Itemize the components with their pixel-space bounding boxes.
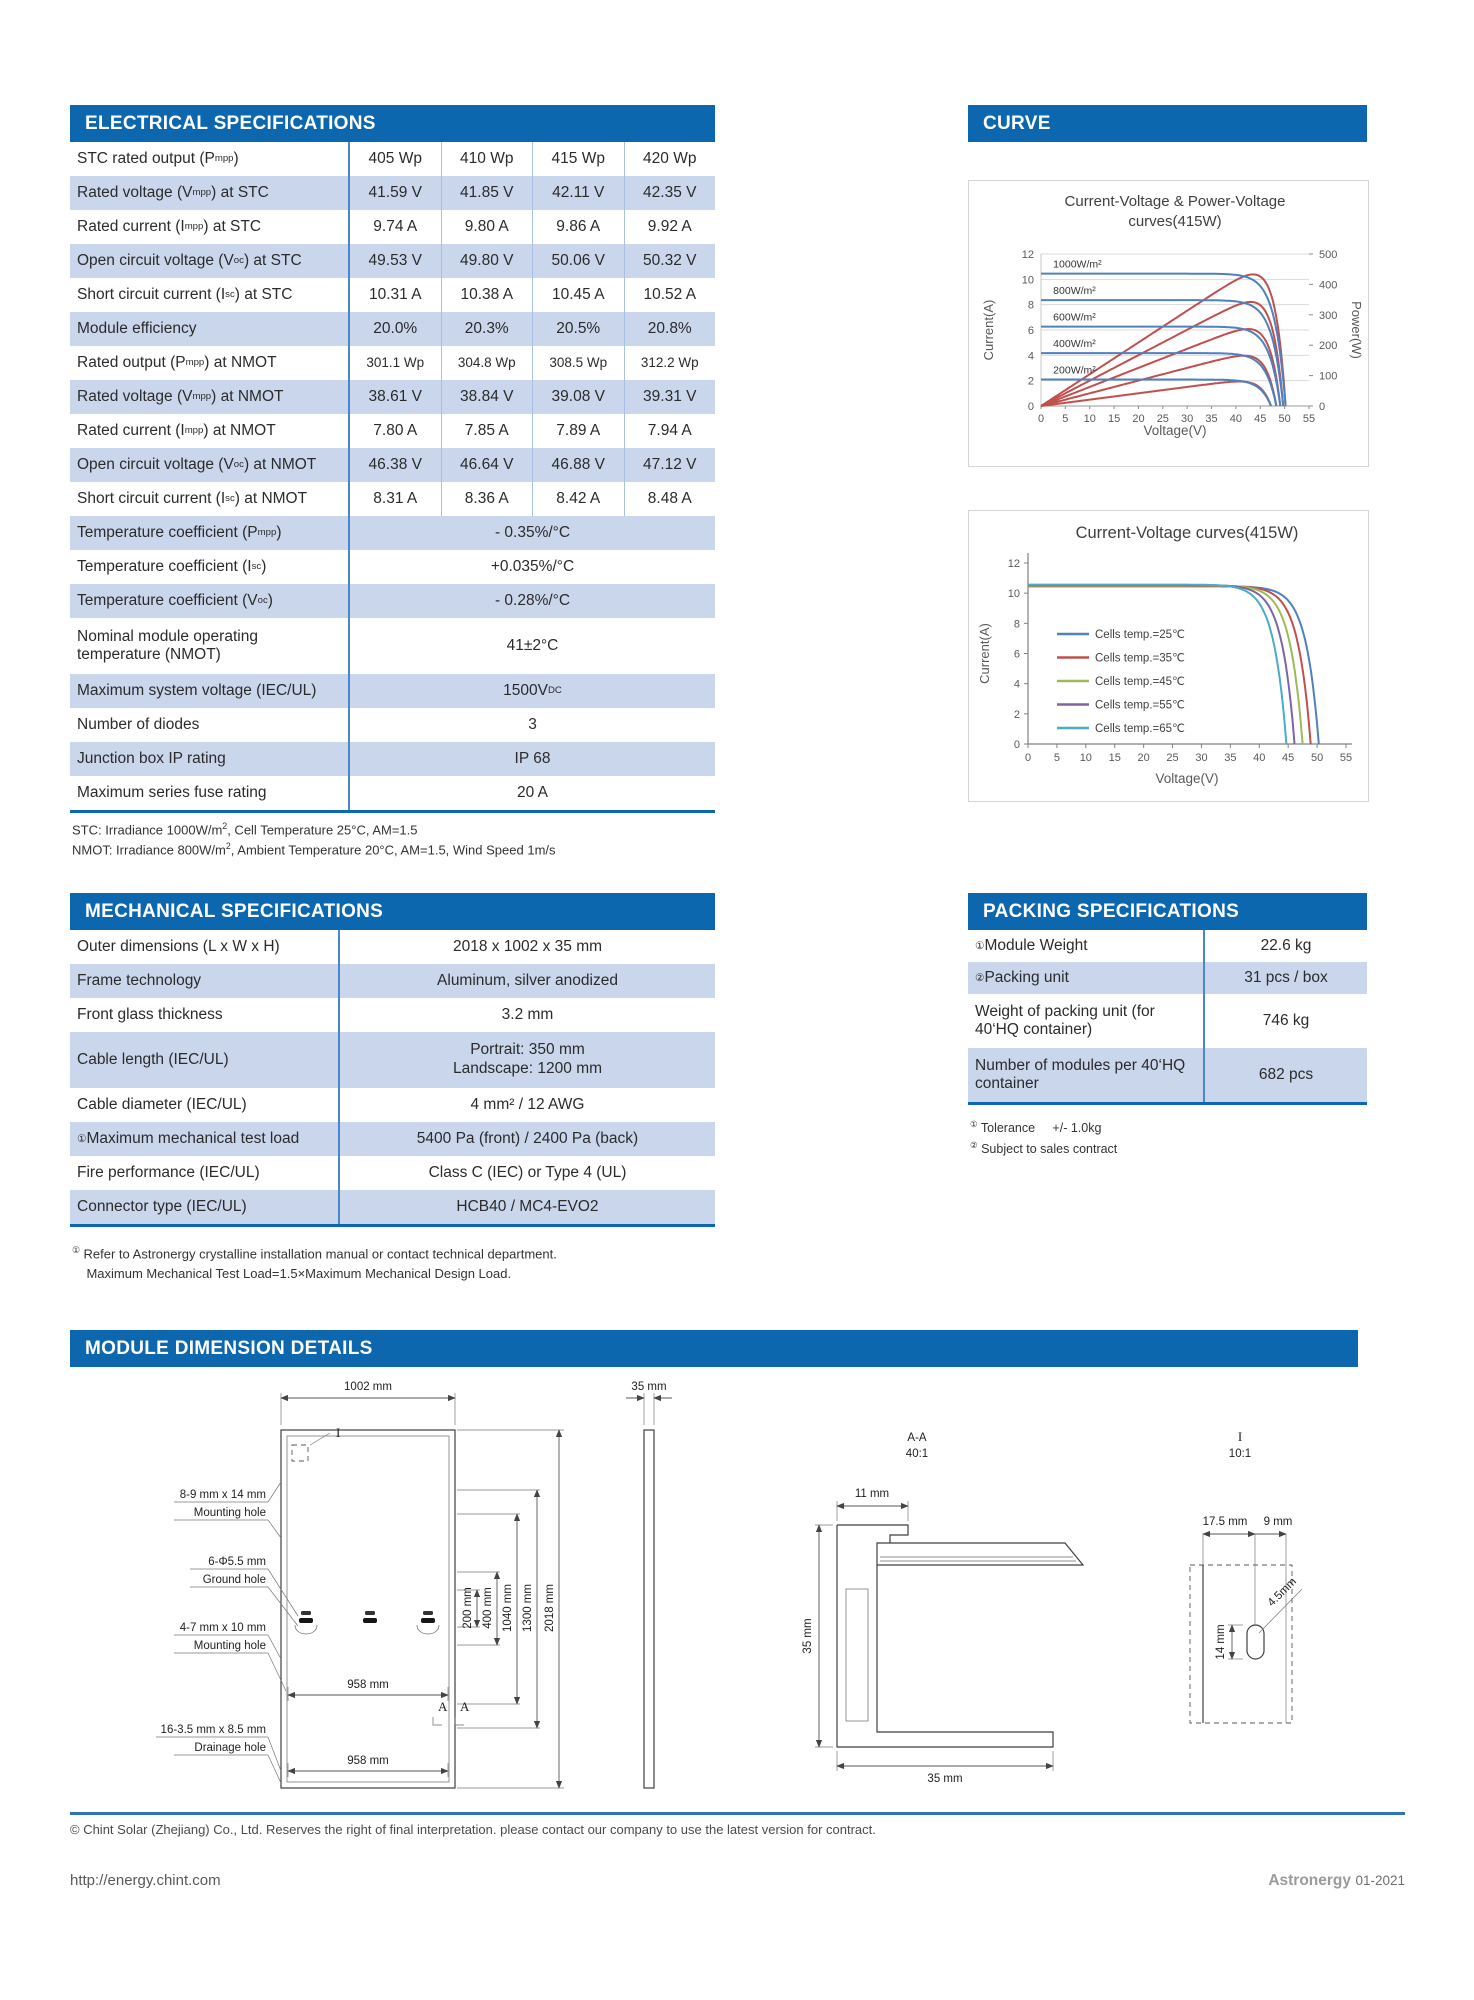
detail-d3: 14 mm [1215,1624,1227,1660]
spec-label: Module efficiency [77,319,197,337]
hole-label: Drainage hole [194,1742,266,1754]
legend-label: Cells temp.=45℃ [1095,676,1185,688]
hole-label: Mounting hole [193,1507,266,1519]
spec-value: 415 Wp [532,142,624,176]
hole-label: 4-7 mm x 10 mm [179,1622,266,1634]
section-label: A-A [907,1432,927,1444]
mechanical-table [70,930,715,1227]
spec-value: 39.08 V [532,380,624,414]
chart-text: 50 [1278,413,1291,425]
iv-pv-chart-panel [968,180,1369,467]
spec-value: 9.86 A [532,210,624,244]
spec-values [348,674,715,708]
spec-row [70,930,715,964]
spec-label: Rated output (P mpp ) at NMOT [77,353,277,371]
front-view [281,1381,455,1788]
spec-row [70,742,715,776]
spec-label: Rated current (I mpp ) at STC [77,217,262,235]
spec-values [338,998,715,1032]
doc-date: 01-2021 [1355,1873,1405,1888]
spec-label: STC rated output (P mpp ) [77,149,239,167]
spec-value: 682 pcs [1258,1065,1314,1083]
legend-label: Cells temp.=65℃ [1095,723,1185,735]
chart-text: 10 [1021,274,1034,287]
spec-value: 9.92 A [624,210,716,244]
dim-200: 200 mm [462,1587,474,1629]
spec-values [1203,962,1367,994]
spec-value: HCB40 / MC4-EVO2 [456,1197,599,1215]
spec-values [348,278,715,312]
chart-text: 0 [1024,752,1032,764]
spec-values [338,964,715,998]
spec-value: 2018 x 1002 x 35 mm [452,937,603,955]
spec-value: 42.11 V [532,176,624,210]
chart-text: 35 [1205,413,1218,425]
spec-value: 10.31 A [368,285,422,303]
spec-value: 41.59 V [368,183,422,201]
spec-values [338,1190,715,1224]
spec-label: Outer dimensions (L x W x H) [77,937,280,955]
spec-value: 8.36 A [441,482,533,516]
section-header-dimensions: MODULE DIMENSION DETAILS [70,1330,1358,1367]
spec-row [70,1032,715,1088]
spec-value: 22.6 kg [1260,936,1312,954]
mechanical-notes [72,1244,557,1285]
spec-row [70,482,715,516]
spec-value: 5400 Pa (front) / 2400 Pa (back) [416,1129,639,1147]
spec-label: Connector type (IEC/UL) [77,1197,247,1215]
temp-curve [1028,586,1311,744]
packing-table [968,930,1367,1105]
iv-temperature-chart [969,511,1366,799]
dim-400: 400 mm [482,1587,494,1629]
spec-row [968,930,1367,962]
spec-values [338,1156,715,1190]
chart-text: 10 [1083,413,1096,425]
spec-values [348,244,715,278]
chart-text: 2 [1027,375,1034,388]
chart-text: 400 [1319,279,1338,292]
spec-row [70,414,715,448]
note-line: ② Subject to sales contract [970,1139,1118,1156]
section-top-width: 11 mm [854,1488,890,1500]
brand-logo: Astronergy [1268,1872,1351,1889]
spec-values [348,708,715,742]
chart-text: 0 [1013,739,1020,751]
spec-label: Open circuit voltage (V oc ) at NMOT [77,455,317,473]
chart-text: 30 [1181,413,1194,425]
spec-value: 7.89 A [532,414,624,448]
spec-label: Temperature coefficient (P mpp ) [77,523,282,541]
chart-title: Current-Voltage curves(415W) [1075,524,1299,542]
chart-text: 2 [1013,708,1020,721]
spec-row [70,516,715,550]
spec-value: 4 mm² / 12 AWG [470,1095,585,1113]
legend-label: Cells temp.=55℃ [1095,699,1185,712]
spec-row [968,994,1367,1048]
site-url[interactable]: http://energy.chint.com [70,1872,221,1889]
iv-pv-chart [969,181,1366,464]
spec-values [1203,930,1367,962]
spec-label: Temperature coefficient (I sc ) [77,557,267,575]
spec-values [348,776,715,810]
side-view [626,1381,672,1788]
spec-label: Number of diodes [77,715,200,733]
spec-values [348,176,715,210]
spec-label: ① Module Weight [975,936,1088,954]
chart-text: 0 [1027,401,1034,413]
spec-label: Rated voltage (V mpp ) at STC [77,183,269,201]
copyright-text: © Chint Solar (Zhejiang) Co., Ltd. Reserves the right of final interpretation. please contact our company to use the latest version for contract. [70,1822,876,1837]
spec-value: 8.42 A [532,482,624,516]
chart-text: 500 [1319,249,1338,261]
spec-value: 8.31 A [373,489,418,507]
spec-label: Short circuit current (I sc ) at NMOT [77,489,308,507]
spec-value: 50.06 V [532,244,624,278]
hole-label: 6-Φ5.5 mm [208,1556,266,1568]
spec-label: Junction box IP rating [77,749,226,767]
spec-values [348,742,715,776]
spec-values [348,516,715,550]
note-line: ① Tolerance +/- 1.0kg [970,1119,1102,1136]
chart-text: 5 [1053,752,1060,764]
spec-values [348,550,715,584]
chart-text: 8 [1027,299,1034,312]
spec-label: Front glass thickness [77,1005,223,1023]
spec-value: 10.38 A [441,278,533,312]
chart-title: Current-Voltage & Power-Voltage [1064,193,1286,210]
chart-text: 20 [1137,752,1150,764]
chart-text: 50 [1310,752,1324,764]
chart-text: 35 [1224,752,1237,764]
detail-marker-label: I [336,1425,341,1440]
chart-text: 10 [1007,588,1020,601]
spec-value: 39.31 V [624,380,716,414]
spec-values [348,448,715,482]
dim-1040: 1040 mm [502,1584,514,1632]
hole-callouts [156,1482,298,1783]
chart-text: 4 [1013,678,1020,691]
vertical-dimensions [457,1430,564,1788]
note-line: NMOT: Irradiance $800W/m^2$, Ambient Temperature 20°C, AM=1.5, Wind Speed 1m/s [72,841,556,858]
spec-label: Maximum series fuse rating [77,783,267,801]
ground-hole-glyphs [295,1611,439,1634]
hole-label: 8-9 mm x 14 mm [179,1489,266,1501]
spec-value: Aluminum, silver anodized [437,971,618,989]
spec-value: 304.8 Wp [441,346,533,380]
chart-text: 30 [1195,752,1208,764]
spec-row [70,312,715,346]
spec-row [70,176,715,210]
chart-text: 4 [1027,350,1034,363]
detail-scale: 10:1 [1228,1448,1252,1460]
spec-row [70,278,715,312]
chart-text: 12 [1021,249,1034,261]
chart-text: 40 [1253,752,1266,764]
section-header-electrical: ELECTRICAL SPECIFICATIONS [70,105,715,142]
spec-row [70,244,715,278]
spec-row [968,1048,1367,1102]
pv-curve [1041,382,1271,407]
section-bottom-width: 35 mm [927,1773,963,1785]
spec-value: 20 A [516,783,549,801]
legend-label: Cells temp.=25℃ [1095,629,1185,641]
y-axis-label-right: Power(W) [1349,301,1364,359]
chart-text: 25 [1166,752,1179,764]
spec-value: 46.38 V [368,455,422,473]
spec-row [70,618,715,674]
spec-row [70,380,715,414]
spec-value: 20.0% [373,319,418,337]
spec-value: 308.5 Wp [532,346,624,380]
spec-value: 46.88 V [532,448,624,482]
temp-curve [1028,585,1295,744]
section-header-packing: PACKING SPECIFICATIONS [968,893,1367,930]
note-line: Maximum Mechanical Test Load=1.5×Maximum Mechanical Design Load. [72,1266,512,1282]
legend-label: Cells temp.=35℃ [1095,652,1185,665]
brand-block [1000,1872,1405,1890]
spec-value: 301.1 Wp [366,354,425,370]
section-marker-a: A [460,1699,470,1714]
spec-value: +0.035%/°C [490,557,575,575]
x-axis-label: Voltage(V) [1143,423,1207,438]
spec-value: 7.94 A [624,414,716,448]
spec-row [70,210,715,244]
temp-curve [1028,586,1303,745]
series-label: 1000W/m² [1053,258,1102,271]
spec-row [70,1122,715,1156]
spec-value: 3 [528,715,537,733]
spec-row [70,674,715,708]
chart-text: 200 [1319,340,1338,353]
spec-value: 7.80 A [373,421,418,439]
chart-text: 55 [1339,752,1353,764]
series-label: 200W/m² [1053,364,1096,377]
spec-values [1203,1048,1367,1102]
spec-row [70,448,715,482]
spec-value: 420 Wp [624,142,716,176]
spec-label: Weight of packing unit (for 40‘HQ container) [975,1002,1155,1038]
detail-i [1190,1429,1302,1723]
spec-label: Frame technology [77,971,202,989]
spec-values [348,346,715,380]
dim-front-width: 1002 mm [344,1381,392,1393]
section-header-mechanical: MECHANICAL SPECIFICATIONS [70,893,715,930]
series-label: 800W/m² [1053,285,1096,298]
spec-values [338,930,715,964]
spec-row [70,584,715,618]
section-height: 35 mm [802,1618,814,1654]
y-axis-label-left: Current(A) [981,299,996,361]
chart-text: 15 [1108,752,1121,764]
chart-text: 20 [1132,413,1145,425]
spec-row [70,1156,715,1190]
spec-values [1203,994,1367,1048]
spec-values [348,380,715,414]
spec-label: Cable length (IEC/UL) [77,1050,229,1068]
spec-value: Portrait: 350 mm Landscape: 1200 mm [452,1041,603,1077]
chart-text: 40 [1229,413,1243,425]
section-aa [802,1432,1083,1785]
spec-label: ② Packing unit [975,968,1069,986]
chart-text: 25 [1156,413,1169,425]
spec-value: 49.53 V [368,251,422,269]
spec-value: 3.2 mm [501,1005,554,1023]
module-dimension-drawing [70,1375,1404,1807]
chart-title: curves(415W) [1128,213,1222,230]
dim-1300: 1300 mm [522,1584,534,1632]
spec-value: 50.32 V [624,244,716,278]
spec-row [70,998,715,1032]
spec-value: - 0.28%/°C [494,591,571,609]
spec-value: - 0.35%/°C [494,523,571,541]
spec-values [348,312,715,346]
detail-label: I [1237,1429,1243,1444]
spec-value: 20.5% [532,312,624,346]
spec-row [70,346,715,380]
spec-label: Open circuit voltage (V oc ) at STC [77,251,302,269]
spec-value: 47.12 V [624,448,716,482]
spec-value: 46.64 V [441,448,533,482]
spec-row [70,1088,715,1122]
spec-value: 38.61 V [368,387,422,405]
spec-value: 42.35 V [624,176,716,210]
hole-label: Mounting hole [193,1640,266,1652]
spec-row [70,708,715,742]
footer-rule [70,1812,1405,1815]
chart-text: 15 [1107,413,1121,425]
spec-values [348,618,715,674]
spec-row [70,1190,715,1224]
spec-values [348,210,715,244]
chart-text: 100 [1319,370,1338,383]
spec-values [338,1122,715,1156]
spec-values [348,414,715,448]
spec-value: 405 Wp [368,149,422,167]
spec-label: Cable diameter (IEC/UL) [77,1095,247,1113]
spec-row [70,142,715,176]
spec-label: Maximum system voltage (IEC/UL) [77,681,317,699]
spec-label: Number of modules per 40‘HQ container [975,1056,1186,1092]
inner-width-dimensions [288,1679,448,1777]
spec-value: 1500V DC [503,681,562,699]
spec-row [70,550,715,584]
spec-label: Rated voltage (V mpp ) at NMOT [77,387,284,405]
dim-2018: 2018 mm [544,1584,556,1632]
iv-temperature-chart-panel [968,510,1369,802]
chart-text: 300 [1319,309,1338,322]
temp-curve [1028,586,1319,744]
spec-values [338,1032,715,1088]
electrical-table [70,142,715,813]
spec-label: Temperature coefficient (V oc ) [77,591,273,609]
chart-text: 12 [1007,558,1020,570]
section-header-curve: CURVE [968,105,1367,142]
spec-value: 20.8% [624,312,716,346]
spec-values [348,584,715,618]
spec-value: 312.2 Wp [624,346,716,380]
spec-value: 10.45 A [532,278,624,312]
spec-value: Class C (IEC) or Type 4 (UL) [428,1163,627,1181]
packing-notes [970,1118,1117,1159]
spec-value: 7.85 A [441,414,533,448]
electrical-notes [72,820,556,861]
spec-value: 9.74 A [373,217,418,235]
detail-d2: 9 mm [1263,1516,1293,1528]
spec-values [348,482,715,516]
spec-label: Short circuit current (I sc ) at STC [77,285,293,303]
dim-958-bottom: 958 mm [347,1755,389,1767]
dim-thickness: 35 mm [631,1381,667,1393]
spec-label: Fire performance (IEC/UL) [77,1163,260,1181]
chart-text: 8 [1013,618,1020,631]
x-axis-label: Voltage(V) [1155,771,1219,786]
chart-text: 5 [1062,413,1069,425]
spec-value: 9.80 A [441,210,533,244]
y-axis-label: Current(A) [977,623,992,684]
hole-label: 16-3.5 mm x 8.5 mm [160,1724,266,1736]
dim-958-top: 958 mm [347,1679,389,1691]
spec-value: IP 68 [514,749,551,767]
series-label: 400W/m² [1053,338,1096,351]
chart-text: 10 [1079,752,1092,764]
note-line: STC: Irradiance $1000W/m^2$, Cell Temperature 25°C, AM=1.5 [72,821,418,838]
chart-text: 45 [1254,413,1267,425]
spec-value: 49.80 V [441,244,533,278]
spec-row [968,962,1367,994]
spec-row [70,776,715,810]
chart-text: 6 [1013,648,1020,661]
spec-value: 410 Wp [441,142,533,176]
spec-value: 31 pcs / box [1244,968,1328,986]
spec-values [338,1088,715,1122]
spec-label: Rated current (I mpp ) at NMOT [77,421,276,439]
spec-value: 41±2°C [506,636,559,654]
chart-text: 55 [1302,413,1316,425]
chart-text: 0 [1037,413,1045,425]
note-line: ① Refer to Astronergy crystalline installation manual or contact technical department. [72,1245,557,1262]
section-marker-a: A [438,1699,448,1714]
spec-value: 10.52 A [624,278,716,312]
spec-value: 38.84 V [441,380,533,414]
spec-row [70,964,715,998]
spec-value: 8.48 A [624,482,716,516]
hole-label: Ground hole [202,1574,266,1586]
detail-d1: 17.5 mm [1202,1516,1248,1528]
spec-label: ① Maximum mechanical test load [77,1129,300,1147]
spec-value: 746 kg [1262,1011,1310,1029]
chart-text: 6 [1027,325,1034,337]
spec-value: 41.85 V [441,176,533,210]
series-label: 600W/m² [1053,311,1096,324]
section-scale: 40:1 [905,1448,929,1460]
chart-text: 45 [1282,752,1295,764]
spec-label: Nominal module operating temperature (NMOT) [77,627,258,663]
spec-value: 20.3% [441,312,533,346]
detail-d4: 4.5mm [1265,1575,1299,1610]
spec-values [348,142,715,176]
chart-text: 0 [1319,401,1326,413]
